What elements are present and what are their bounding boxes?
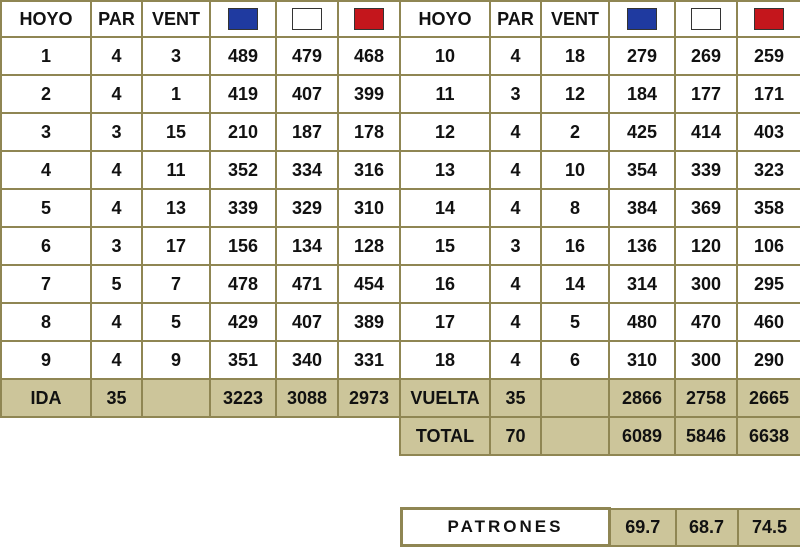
hole-number: 2 (1, 75, 91, 113)
par-value: 3 (490, 75, 541, 113)
tee-distance: 358 (737, 189, 800, 227)
tee-distance: 177 (675, 75, 737, 113)
hole-number: 7 (1, 265, 91, 303)
handicap-value: 7 (142, 265, 210, 303)
ida-label: IDA (1, 379, 91, 417)
header-vent: VENT (142, 1, 210, 37)
tee-distance: 460 (737, 303, 800, 341)
par-value: 4 (490, 113, 541, 151)
white-tee-swatch (691, 8, 721, 30)
patrones-table (400, 507, 800, 547)
handicap-value: 5 (142, 303, 210, 341)
hole-row (1, 113, 800, 151)
handicap-value: 6 (541, 341, 609, 379)
tee-distance: 352 (210, 151, 276, 189)
total-value: 6089 (609, 417, 675, 455)
header-vent: VENT (541, 1, 609, 37)
par-value: 4 (91, 189, 142, 227)
tee-distance: 429 (210, 303, 276, 341)
hole-row (1, 265, 800, 303)
tee-distance: 389 (338, 303, 400, 341)
par-value: 5 (91, 265, 142, 303)
par-value: 4 (91, 341, 142, 379)
hole-number: 14 (400, 189, 490, 227)
total-value: 70 (490, 417, 541, 455)
tee-distance: 300 (675, 341, 737, 379)
tee-distance: 479 (276, 37, 338, 75)
hole-row (1, 75, 800, 113)
tee-distance: 128 (338, 227, 400, 265)
tee-header-white (675, 1, 737, 37)
subtotal-row (1, 379, 800, 417)
header-hoyo: HOYO (400, 1, 490, 37)
tee-distance: 470 (675, 303, 737, 341)
handicap-value: 15 (142, 113, 210, 151)
tee-distance: 480 (609, 303, 675, 341)
tee-distance: 310 (609, 341, 675, 379)
tee-distance: 425 (609, 113, 675, 151)
empty-cell (338, 417, 400, 455)
header-par: PAR (91, 1, 142, 37)
handicap-value: 17 (142, 227, 210, 265)
handicap-value: 18 (541, 37, 609, 75)
tee-distance: 407 (276, 75, 338, 113)
tee-distance: 300 (675, 265, 737, 303)
tee-distance: 295 (737, 265, 800, 303)
tee-distance: 316 (338, 151, 400, 189)
handicap-value: 12 (541, 75, 609, 113)
par-value: 4 (490, 265, 541, 303)
tee-distance: 187 (276, 113, 338, 151)
tee-distance: 340 (276, 341, 338, 379)
hole-number: 16 (400, 265, 490, 303)
tee-distance: 454 (338, 265, 400, 303)
patrones-value: 68.7 (676, 509, 738, 546)
header-hoyo: HOYO (1, 1, 91, 37)
tee-header-red (737, 1, 800, 37)
tee-distance: 314 (609, 265, 675, 303)
tee-distance: 489 (210, 37, 276, 75)
hole-number: 5 (1, 189, 91, 227)
tee-distance: 178 (338, 113, 400, 151)
blue-tee-swatch (627, 8, 657, 30)
vuelta-value: 2866 (609, 379, 675, 417)
tee-distance: 339 (675, 151, 737, 189)
par-value: 3 (91, 227, 142, 265)
total-row (1, 417, 800, 455)
tee-distance: 310 (338, 189, 400, 227)
empty-cell (210, 417, 276, 455)
total-value: 6638 (737, 417, 800, 455)
handicap-value: 3 (142, 37, 210, 75)
handicap-value: 16 (541, 227, 609, 265)
hole-number: 6 (1, 227, 91, 265)
hole-number: 3 (1, 113, 91, 151)
tee-distance: 369 (675, 189, 737, 227)
tee-distance: 323 (737, 151, 800, 189)
red-tee-swatch (354, 8, 384, 30)
hole-number: 4 (1, 151, 91, 189)
hole-number: 1 (1, 37, 91, 75)
vuelta-value (541, 379, 609, 417)
handicap-value: 14 (541, 265, 609, 303)
hole-row (1, 189, 800, 227)
hole-number: 9 (1, 341, 91, 379)
tee-header-red (338, 1, 400, 37)
par-value: 4 (490, 37, 541, 75)
handicap-value: 9 (142, 341, 210, 379)
tee-distance: 279 (609, 37, 675, 75)
red-tee-swatch (754, 8, 784, 30)
patrones-value: 74.5 (738, 509, 800, 546)
vuelta-value: 35 (490, 379, 541, 417)
tee-distance: 136 (609, 227, 675, 265)
tee-distance: 468 (338, 37, 400, 75)
par-value: 4 (490, 189, 541, 227)
tee-header-white (276, 1, 338, 37)
tee-distance: 156 (210, 227, 276, 265)
hole-number: 12 (400, 113, 490, 151)
par-value: 3 (490, 227, 541, 265)
tee-distance: 414 (675, 113, 737, 151)
tee-distance: 290 (737, 341, 800, 379)
par-value: 3 (91, 113, 142, 151)
empty-cell (142, 417, 210, 455)
tee-distance: 478 (210, 265, 276, 303)
hole-number: 17 (400, 303, 490, 341)
tee-distance: 331 (338, 341, 400, 379)
hole-row (1, 227, 800, 265)
handicap-value: 8 (541, 189, 609, 227)
ida-value (142, 379, 210, 417)
hole-number: 13 (400, 151, 490, 189)
par-value: 4 (91, 151, 142, 189)
hole-number: 11 (400, 75, 490, 113)
ida-value: 35 (91, 379, 142, 417)
ida-value: 3088 (276, 379, 338, 417)
white-tee-swatch (292, 8, 322, 30)
empty-cell (1, 417, 91, 455)
handicap-value: 5 (541, 303, 609, 341)
hole-row (1, 341, 800, 379)
tee-distance: 134 (276, 227, 338, 265)
tee-distance: 329 (276, 189, 338, 227)
tee-distance: 399 (338, 75, 400, 113)
handicap-value: 2 (541, 113, 609, 151)
handicap-value: 13 (142, 189, 210, 227)
total-label: TOTAL (400, 417, 490, 455)
patrones-label: PATRONES (402, 509, 610, 546)
par-value: 4 (490, 341, 541, 379)
par-value: 4 (91, 37, 142, 75)
total-value: 5846 (675, 417, 737, 455)
empty-cell (276, 417, 338, 455)
tee-distance: 403 (737, 113, 800, 151)
tee-distance: 471 (276, 265, 338, 303)
tee-distance: 334 (276, 151, 338, 189)
hole-number: 15 (400, 227, 490, 265)
tee-distance: 354 (609, 151, 675, 189)
hole-number: 8 (1, 303, 91, 341)
par-value: 4 (490, 303, 541, 341)
vuelta-value: 2758 (675, 379, 737, 417)
tee-distance: 171 (737, 75, 800, 113)
blue-tee-swatch (228, 8, 258, 30)
tee-distance: 339 (210, 189, 276, 227)
tee-distance: 184 (609, 75, 675, 113)
hole-row (1, 37, 800, 75)
tee-distance: 106 (737, 227, 800, 265)
ida-value: 2973 (338, 379, 400, 417)
handicap-value: 11 (142, 151, 210, 189)
header-row (1, 1, 800, 37)
tee-distance: 120 (675, 227, 737, 265)
tee-distance: 351 (210, 341, 276, 379)
handicap-value: 1 (142, 75, 210, 113)
patrones-row (402, 509, 800, 546)
hole-number: 10 (400, 37, 490, 75)
tee-distance: 210 (210, 113, 276, 151)
total-value (541, 417, 609, 455)
ida-value: 3223 (210, 379, 276, 417)
patrones-value: 69.7 (610, 509, 676, 546)
header-par: PAR (490, 1, 541, 37)
tee-distance: 269 (675, 37, 737, 75)
tee-header-blue (609, 1, 675, 37)
par-value: 4 (490, 151, 541, 189)
tee-distance: 419 (210, 75, 276, 113)
handicap-value: 10 (541, 151, 609, 189)
hole-number: 18 (400, 341, 490, 379)
hole-row (1, 151, 800, 189)
vuelta-value: 2665 (737, 379, 800, 417)
par-value: 4 (91, 75, 142, 113)
tee-distance: 384 (609, 189, 675, 227)
tee-header-blue (210, 1, 276, 37)
vuelta-label: VUELTA (400, 379, 490, 417)
tee-distance: 407 (276, 303, 338, 341)
empty-cell (91, 417, 142, 455)
tee-distance: 259 (737, 37, 800, 75)
hole-row (1, 303, 800, 341)
par-value: 4 (91, 303, 142, 341)
